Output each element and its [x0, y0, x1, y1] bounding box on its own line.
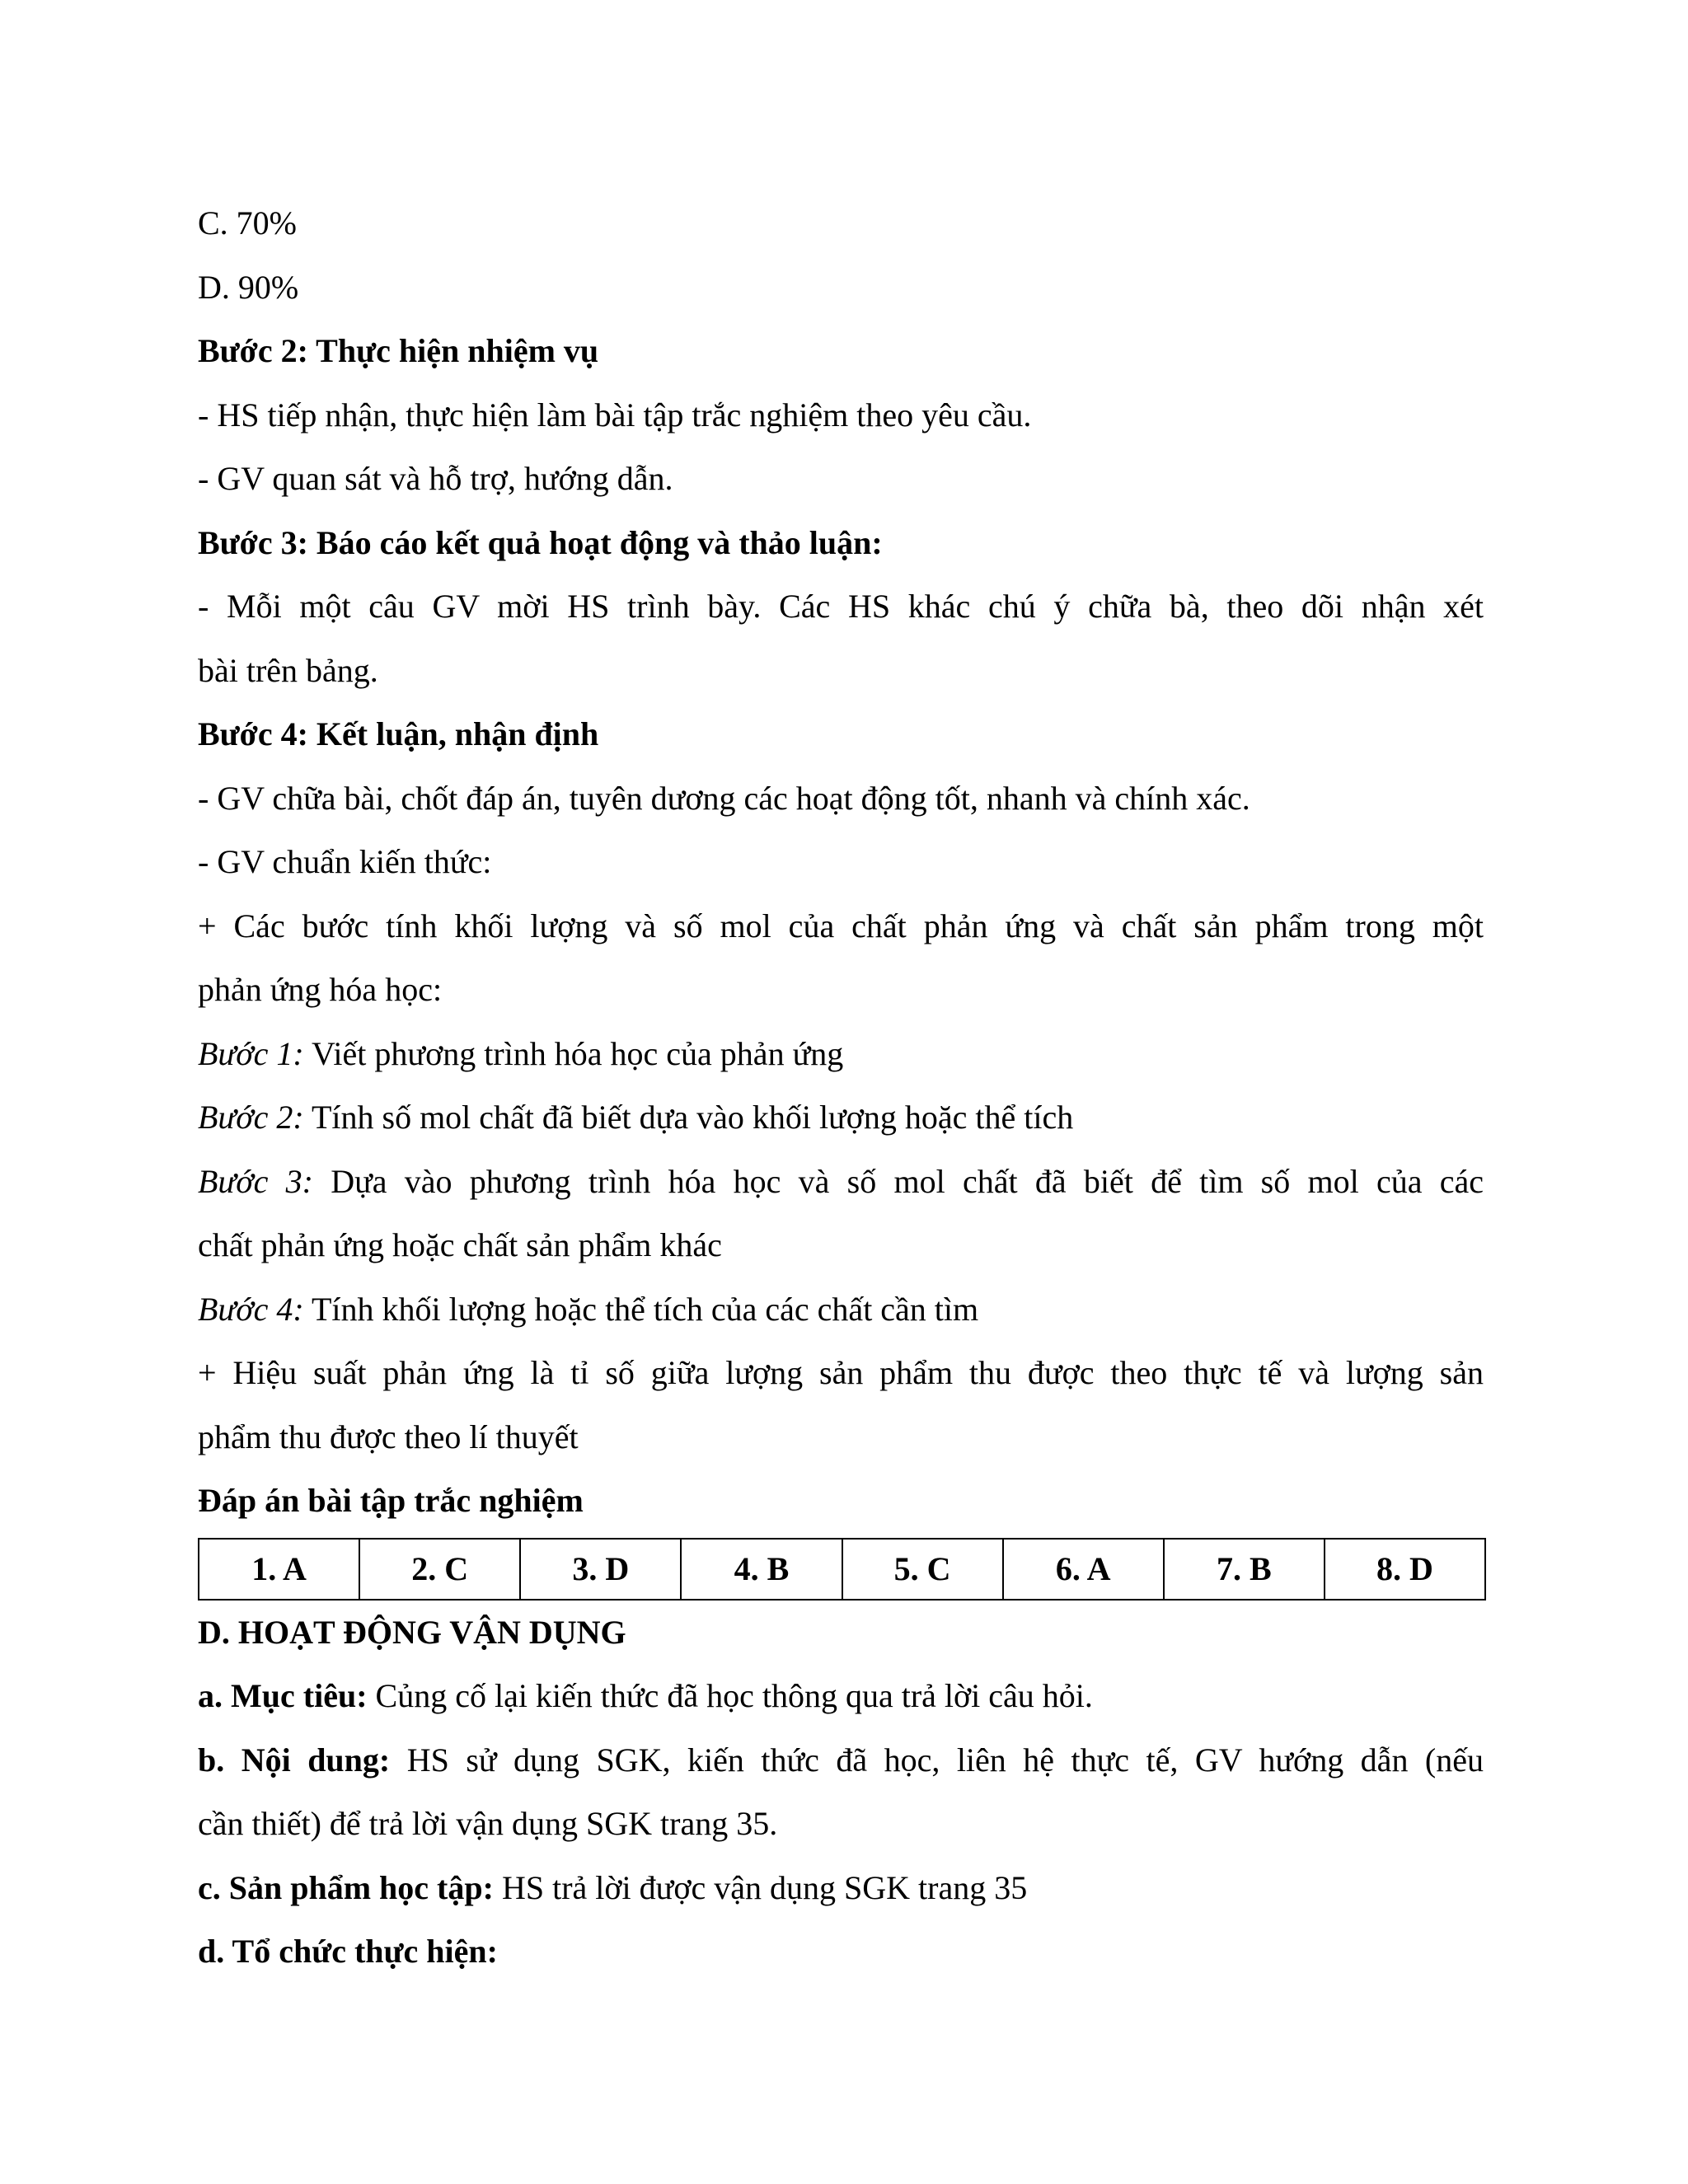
answer-cell: 5. C — [842, 1539, 1003, 1600]
substep-1-label: Bước 1: — [198, 1034, 304, 1072]
product-text: HS trả lời được vận dụng SGK trang 35 — [493, 1868, 1028, 1906]
section-d-content — [198, 1728, 1484, 1793]
section-d-heading: D. HOẠT ĐỘNG VẬN DỤNG — [198, 1613, 626, 1651]
content-text: HS sử dụng SGK, kiến thức đã học, liên hệ thực tế, GV hướng dẫn (nếu — [390, 1741, 1484, 1779]
answer-cell: 7. B — [1164, 1539, 1325, 1600]
step4-line-2: - GV chuẩn kiến thức: — [198, 843, 492, 880]
section-d-objective — [198, 1664, 1484, 1728]
answer-cell: 8. D — [1325, 1539, 1485, 1600]
knowledge-point-1-line-2: phản ứng hóa học: — [198, 971, 443, 1008]
substep-3-label: Bước 3: — [198, 1162, 313, 1200]
substep-4-label: Bước 4: — [198, 1290, 304, 1328]
substep-2-text: Tính số mol chất đã biết dựa vào khối lượng hoặc thể tích — [303, 1099, 1074, 1136]
substep-4-text: Tính khối lượng hoặc thể tích của các chất cần tìm — [303, 1290, 979, 1328]
objective-text: Củng cố lại kiến thức đã học thông qua trả lời câu hỏi. — [367, 1677, 1093, 1714]
section-d-content-cont: cần thiết) để trả lời vận dụng SGK trang 35. — [198, 1805, 778, 1842]
substep-3 — [198, 1150, 1484, 1214]
substep-3-cont: chất phản ứng hoặc chất sản phẩm khác — [198, 1226, 722, 1263]
step2-line-2: - GV quan sát và hỗ trợ, hướng dẫn. — [198, 460, 673, 497]
step4-heading: Bước 4: Kết luận, nhận định — [198, 715, 599, 752]
content-label: b. Nội dung: — [198, 1741, 391, 1779]
option-d: D. 90% — [198, 268, 299, 306]
answers-heading: Đáp án bài tập trắc nghiệm — [198, 1482, 584, 1519]
step3-heading: Bước 3: Báo cáo kết quả hoạt động và thảo luận: — [198, 523, 883, 561]
step4-line-1: - GV chữa bài, chốt đáp án, tuyên dương các hoạt động tốt, nhanh và chính xác. — [198, 779, 1250, 817]
step2-line-1: - HS tiếp nhận, thực hiện làm bài tập trắc nghiệm theo yêu cầu. — [198, 396, 1032, 434]
step3-line-2: bài trên bảng. — [198, 651, 378, 689]
answers-row — [199, 1539, 1485, 1600]
product-label: c. Sản phẩm học tập: — [198, 1868, 494, 1906]
answer-cell: 6. A — [1003, 1539, 1164, 1600]
answers-table — [198, 1538, 1486, 1601]
substep-2-label: Bước 2: — [198, 1099, 304, 1136]
document-page — [198, 191, 1484, 1984]
knowledge-point-1-line-1: + Các bước tính khối lượng và số mol của chất phản ứng và chất sản phẩm trong một — [198, 907, 1484, 944]
substep-4 — [198, 1277, 1484, 1342]
substep-2 — [198, 1085, 1484, 1150]
answer-cell: 1. A — [199, 1539, 359, 1600]
objective-label: a. Mục tiêu: — [198, 1677, 368, 1714]
step2-heading: Bước 2: Thực hiện nhiệm vụ — [198, 332, 599, 369]
section-d-organization: d. Tổ chức thực hiện: — [198, 1933, 498, 1970]
substep-1-text: Viết phương trình hóa học của phản ứng — [303, 1034, 844, 1072]
option-c: C. 70% — [198, 204, 297, 241]
substep-1 — [198, 1022, 1484, 1086]
knowledge-point-2-line-2: phẩm thu được theo lí thuyết — [198, 1418, 579, 1455]
answer-cell: 3. D — [520, 1539, 681, 1600]
answer-cell: 2. C — [359, 1539, 520, 1600]
answer-cell: 4. B — [681, 1539, 842, 1600]
step3-line-1: - Mỗi một câu GV mời HS trình bày. Các HS khác chú ý chữa bà, theo dõi nhận xét — [198, 588, 1484, 625]
section-d-product — [198, 1856, 1484, 1920]
substep-3-text: Dựa vào phương trình hóa học và số mol chất đã biết để tìm số mol của các — [312, 1162, 1484, 1200]
knowledge-point-2-line-1: + Hiệu suất phản ứng là tỉ số giữa lượng sản phẩm thu được theo thực tế và lượng sản — [198, 1354, 1484, 1391]
